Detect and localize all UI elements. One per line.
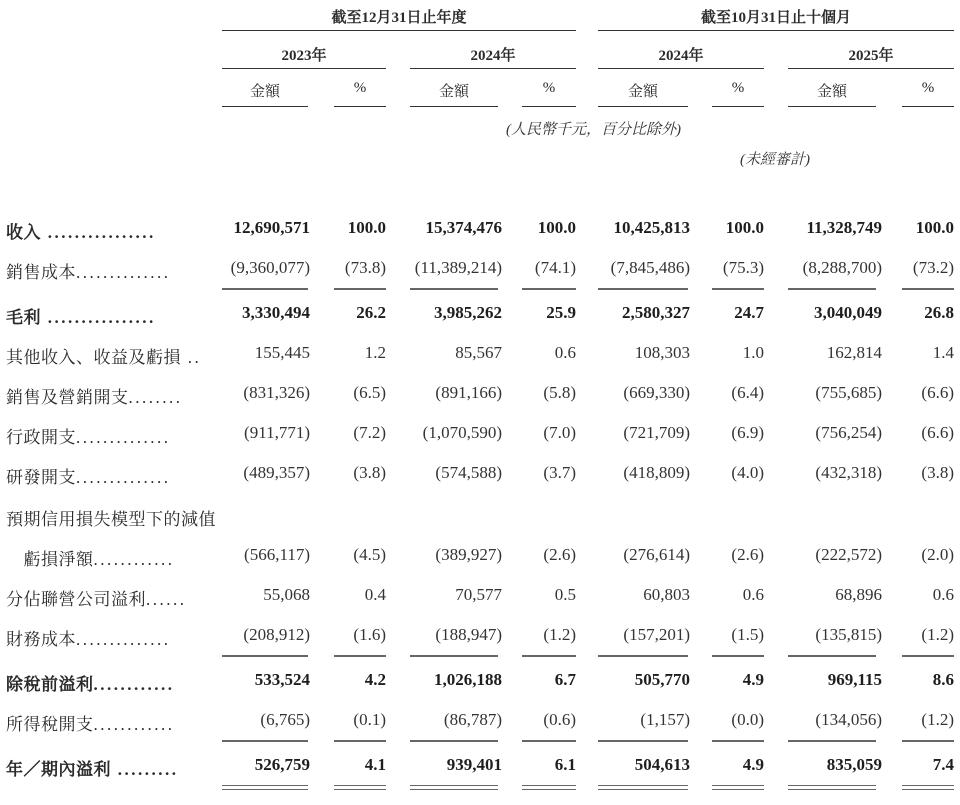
row-label-text: 研發開支: [6, 468, 76, 487]
amount-cell: 526,759: [254, 755, 310, 774]
percent-cell: 1.4: [932, 343, 954, 362]
row-label: [6, 258, 171, 283]
amount-cell: 3,040,049: [814, 303, 882, 322]
unit-note: (人民幣千元，百分比除外): [506, 122, 681, 138]
year-header-2025-ten-months: 2025年: [848, 48, 894, 64]
percent-cell: (4.5): [353, 545, 386, 564]
percent-cell: 4.1: [364, 755, 386, 774]
amount-cell: 2,580,327: [622, 303, 690, 322]
percent-cell: (4.0): [731, 463, 764, 482]
row-label-text: 收入: [6, 223, 41, 242]
percent-cell: (0.0): [731, 710, 764, 729]
subtotal-underline: [712, 288, 764, 290]
period-group-title-annual: 截至12月31日止年度: [331, 10, 467, 26]
amount-cell: 108,303: [634, 343, 690, 362]
percent-cell: 8.6: [932, 670, 954, 689]
amount-cell: (208,912): [243, 625, 310, 644]
row-label: [6, 545, 175, 570]
percent-cell: (1.2): [543, 625, 576, 644]
amount-cell: (755,685): [815, 383, 882, 402]
leader-dots: ................: [41, 223, 156, 242]
leader-dots: ............: [93, 550, 175, 569]
header-rule: [222, 68, 386, 69]
row-label: [6, 218, 156, 243]
percent-cell: (73.2): [912, 258, 954, 277]
amount-cell: 55,068: [263, 585, 310, 604]
percent-cell: 6.1: [554, 755, 576, 774]
row-label: [6, 303, 156, 328]
amount-header: 金額: [249, 84, 280, 100]
percent-cell: (3.7): [543, 463, 576, 482]
amount-cell: 15,374,476: [425, 218, 502, 237]
header-rule: [712, 106, 764, 107]
amount-cell: 505,770: [634, 670, 690, 689]
row-label: [6, 755, 179, 780]
amount-cell: (574,588): [435, 463, 502, 482]
amount-cell: (756,254): [815, 423, 882, 442]
percent-cell: (2.0): [921, 545, 954, 564]
subtotal-underline: [522, 288, 576, 290]
percent-cell: 6.7: [554, 670, 576, 689]
amount-cell: (135,815): [815, 625, 882, 644]
amount-cell: 504,613: [634, 755, 690, 774]
subtotal-underline: [222, 288, 308, 290]
amount-cell: (891,166): [435, 383, 502, 402]
subtotal-underline: [222, 655, 308, 657]
amount-cell: 12,690,571: [233, 218, 310, 237]
amount-header: 金額: [816, 84, 847, 100]
percent-header: %: [731, 80, 745, 96]
percent-cell: 24.7: [734, 303, 764, 322]
amount-cell: 60,803: [643, 585, 690, 604]
leader-dots: ..............: [76, 630, 171, 649]
amount-cell: (9,360,077): [230, 258, 310, 277]
row-label-text: 分佔聯營公司溢利: [6, 590, 146, 609]
header-rule: [522, 106, 576, 107]
amount-cell: (566,117): [244, 545, 310, 564]
row-label-text: 行政開支: [6, 428, 76, 447]
percent-header: %: [542, 80, 556, 96]
percent-cell: 0.4: [364, 585, 386, 604]
percent-cell: (2.6): [731, 545, 764, 564]
percent-cell: (73.8): [344, 258, 386, 277]
total-double-underline: [522, 785, 576, 790]
row-label-text: 所得稅開支: [6, 715, 94, 734]
leader-dots: ..: [181, 348, 202, 367]
percent-cell: (74.1): [534, 258, 576, 277]
amount-cell: 85,567: [455, 343, 502, 362]
amount-cell: (389,927): [435, 545, 502, 564]
subtotal-underline: [902, 740, 954, 742]
total-double-underline: [598, 785, 688, 790]
percent-cell: 4.2: [364, 670, 386, 689]
percent-cell: (3.8): [921, 463, 954, 482]
amount-cell: (432,318): [815, 463, 882, 482]
leader-dots: ..............: [76, 428, 171, 447]
percent-cell: (1.5): [731, 625, 764, 644]
percent-cell: (0.1): [353, 710, 386, 729]
percent-cell: 1.0: [742, 343, 764, 362]
percent-cell: (1.2): [921, 710, 954, 729]
total-double-underline: [902, 785, 954, 790]
amount-cell: (1,070,590): [422, 423, 502, 442]
percent-cell: (3.8): [353, 463, 386, 482]
header-rule: [598, 106, 688, 107]
amount-cell: 11,328,749: [806, 218, 882, 237]
header-rule: [598, 68, 764, 69]
total-double-underline: [410, 785, 498, 790]
row-label: [6, 343, 201, 368]
leader-dots: ..............: [76, 263, 171, 282]
percent-cell: (75.3): [722, 258, 764, 277]
amount-cell: 70,577: [455, 585, 502, 604]
percent-cell: 26.8: [924, 303, 954, 322]
percent-cell: (1.6): [353, 625, 386, 644]
subtotal-underline: [334, 740, 386, 742]
subtotal-underline: [788, 288, 876, 290]
total-double-underline: [712, 785, 764, 790]
leader-dots: .........: [111, 760, 179, 779]
percent-cell: (6.6): [921, 423, 954, 442]
leader-dots: ..............: [76, 468, 171, 487]
subtotal-underline: [410, 740, 498, 742]
header-rule: [902, 106, 954, 107]
percent-cell: 100.0: [537, 218, 576, 237]
amount-cell: (7,845,486): [610, 258, 690, 277]
percent-cell: (5.8): [543, 383, 576, 402]
row-label-text: 財務成本: [6, 630, 76, 649]
percent-cell: 0.6: [554, 343, 576, 362]
subtotal-underline: [522, 655, 576, 657]
header-rule: [788, 68, 954, 69]
row-label: [6, 463, 171, 488]
row-label-text: 其他收入、收益及虧損: [6, 348, 181, 367]
amount-cell: (276,614): [623, 545, 690, 564]
subtotal-underline: [522, 740, 576, 742]
row-label-text: 虧損淨額: [6, 550, 94, 569]
amount-header: 金額: [438, 84, 469, 100]
subtotal-underline: [788, 740, 876, 742]
amount-cell: 162,814: [826, 343, 882, 362]
amount-cell: 68,896: [835, 585, 882, 604]
percent-cell: (1.2): [921, 625, 954, 644]
year-header-2024: 2024年: [470, 48, 516, 64]
percent-cell: (6.5): [353, 383, 386, 402]
subtotal-underline: [788, 655, 876, 657]
amount-cell: (11,389,214): [414, 258, 502, 277]
subtotal-underline: [598, 655, 688, 657]
header-rule: [788, 106, 876, 107]
header-rule: [598, 30, 954, 31]
amount-cell: 939,401: [446, 755, 502, 774]
row-label-text: 銷售及營銷開支: [6, 388, 129, 407]
subtotal-underline: [334, 655, 386, 657]
amount-cell: 835,059: [826, 755, 882, 774]
row-label: [6, 383, 183, 408]
row-label: [6, 505, 216, 530]
row-label: [6, 585, 187, 610]
subtotal-underline: [598, 288, 688, 290]
total-double-underline: [222, 785, 308, 790]
percent-cell: 100.0: [725, 218, 764, 237]
subtotal-underline: [222, 740, 308, 742]
percent-cell: 7.4: [932, 755, 954, 774]
amount-cell: (86,787): [443, 710, 502, 729]
row-label: [6, 625, 171, 650]
subtotal-underline: [598, 740, 688, 742]
subtotal-underline: [712, 740, 764, 742]
row-label: [6, 710, 175, 735]
percent-cell: (0.6): [543, 710, 576, 729]
percent-cell: (6.4): [731, 383, 764, 402]
row-label-text: 年／期內溢利: [6, 760, 111, 779]
percent-cell: 25.9: [546, 303, 576, 322]
leader-dots: ............: [93, 675, 175, 694]
percent-cell: 4.9: [742, 755, 764, 774]
header-rule: [222, 30, 576, 31]
subtotal-underline: [712, 655, 764, 657]
percent-cell: (6.6): [921, 383, 954, 402]
subtotal-underline: [902, 655, 954, 657]
percent-cell: 0.5: [554, 585, 576, 604]
row-label-text: 除稅前溢利: [6, 675, 94, 694]
subtotal-underline: [902, 288, 954, 290]
leader-dots: ......: [146, 590, 187, 609]
header-rule: [222, 106, 308, 107]
year-header-2023: 2023年: [281, 48, 327, 64]
amount-cell: (134,056): [815, 710, 882, 729]
subtotal-underline: [410, 655, 498, 657]
percent-cell: (7.0): [543, 423, 576, 442]
leader-dots: ............: [93, 715, 175, 734]
percent-cell: (7.2): [353, 423, 386, 442]
total-double-underline: [788, 785, 876, 790]
amount-cell: (8,288,700): [802, 258, 882, 277]
percent-cell: 0.6: [742, 585, 764, 604]
leader-dots: ................: [41, 308, 156, 327]
amount-cell: 10,425,813: [613, 218, 690, 237]
leader-dots: ........: [128, 388, 183, 407]
row-label-text: 預期信用損失模型下的減值: [6, 510, 216, 529]
percent-cell: 4.9: [742, 670, 764, 689]
year-header-2024-ten-months: 2024年: [658, 48, 704, 64]
amount-cell: 1,026,188: [434, 670, 502, 689]
amount-cell: (831,326): [243, 383, 310, 402]
amount-cell: (418,809): [623, 463, 690, 482]
unaudited-note: (未經審計): [740, 152, 810, 168]
row-label-text: 毛利: [6, 308, 41, 327]
amount-cell: 533,524: [254, 670, 310, 689]
subtotal-underline: [410, 288, 498, 290]
amount-cell: (6,765): [260, 710, 310, 729]
amount-cell: (188,947): [435, 625, 502, 644]
total-double-underline: [334, 785, 386, 790]
amount-cell: (669,330): [623, 383, 690, 402]
percent-cell: 1.2: [364, 343, 386, 362]
percent-cell: 0.6: [932, 585, 954, 604]
amount-cell: (1,157): [640, 710, 690, 729]
percent-cell: (2.6): [543, 545, 576, 564]
amount-cell: 969,115: [827, 670, 882, 689]
row-label: [6, 670, 175, 695]
header-rule: [334, 106, 386, 107]
header-rule: [410, 68, 576, 69]
percent-cell: (6.9): [731, 423, 764, 442]
percent-header: %: [353, 80, 367, 96]
amount-cell: (489,357): [243, 463, 310, 482]
amount-cell: (721,709): [623, 423, 690, 442]
header-rule: [410, 106, 498, 107]
amount-cell: 3,985,262: [434, 303, 502, 322]
amount-cell: 155,445: [254, 343, 310, 362]
percent-cell: 26.2: [356, 303, 386, 322]
amount-cell: 3,330,494: [242, 303, 310, 322]
amount-cell: (911,771): [244, 423, 310, 442]
amount-header: 金額: [627, 84, 658, 100]
percent-cell: 100.0: [347, 218, 386, 237]
percent-header: %: [921, 80, 935, 96]
row-label: [6, 423, 171, 448]
percent-cell: 100.0: [915, 218, 954, 237]
subtotal-underline: [334, 288, 386, 290]
period-group-title-ten-months: 截至10月31日止十個月: [700, 10, 851, 26]
amount-cell: (157,201): [623, 625, 690, 644]
amount-cell: (222,572): [815, 545, 882, 564]
row-label-text: 銷售成本: [6, 263, 76, 282]
